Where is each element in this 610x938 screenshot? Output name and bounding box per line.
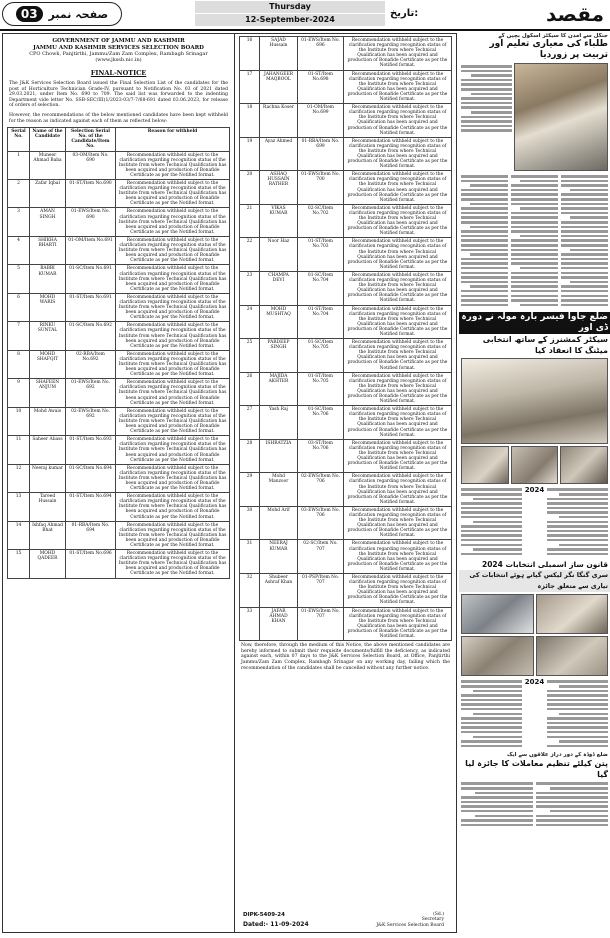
table-row [8,322,230,350]
news-body-1b [459,173,610,308]
item-number-cell: 01-ST/Item No.698 [298,70,344,104]
candidate-name-cell: MAJIDA AKHTER [260,372,298,406]
table-row [240,339,452,373]
serial-cell: 28 [240,439,260,473]
candidate-name-cell: Yash Raj [260,406,298,440]
serial-cell: 6 [8,293,30,321]
table-row [8,151,230,179]
col-reason: Reason for withheld [116,128,230,151]
item-number-cell: 01-ST/Item No.704 [298,305,344,339]
serial-cell: 4 [8,236,30,264]
withheld-table-left [7,127,230,578]
item-number-cell: 01-ST/Item No.696 [66,550,116,578]
candidate-name-cell: AMAN SINGH [30,208,66,236]
serial-cell: 9 [8,379,30,407]
item-number-cell: 01-EWS/Item No. 700 [298,171,344,205]
serial-cell: 24 [240,305,260,339]
table-row [8,265,230,293]
reason-cell: Recommendation withheld subject to the clarification regarding recognition status of the Institute from where Technical Qualification has been acquired and production of Bonafide Certificate as per the Notified format. [344,372,452,406]
candidate-name-cell: SHAFEEN ANJUM [30,379,66,407]
news-photo-small-4 [461,594,534,634]
candidate-name-cell: MOHD QADEER [30,550,66,578]
news-headline-2b: سیکٹر کمشنرز کے ساتھ انتخابی میٹنگ کا انعقاد کیا [482,335,608,356]
reason-cell: Recommendation withheld subject to the clarification regarding recognition status of the Institute from where Technical Qualification has been acquired and production of Bonafide Certificate as per the Notified format. [344,607,452,641]
reason-cell: Recommendation withheld subject to the clarification regarding recognition status of the Institute from where Technical Qualification has been acquired and production of Bonafide Certificate as per the Notified format. [116,265,230,293]
table-row [8,464,230,492]
candidate-name-cell: Noor Haz [260,238,298,272]
news-kicker-4: ضلع ڈوڈہ کے دور دراز علاقوں سے ایک [506,752,608,759]
news-headline-2: ضلع جاوا فیسر بارہ مولہ نے دورہ ڈی اور [459,312,610,334]
serial-cell: 19 [240,137,260,171]
news-headline-3b: سری گنگا نگر لیکس گیانے ہوئے انتخابات کی تیاری سے متعلق جائزہ [459,570,610,592]
year-badge: 2024 [524,486,545,495]
reason-cell: Recommendation withheld subject to the clarification regarding recognition status of the Institute from where Technical Qualification has been acquired and production of Bonafide Certificate as per the Notified format. [344,238,452,272]
table-row [240,171,452,205]
page-number-label: صفحہ نمبر [48,7,109,21]
news-body-2 [459,486,610,557]
serial-cell: 15 [8,550,30,578]
candidate-name-cell: VIKAS KUMAR [260,204,298,238]
serial-cell: 13 [8,493,30,521]
table-row [240,104,452,138]
serial-cell: 14 [8,521,30,549]
serial-cell: 12 [8,464,30,492]
serial-cell: 29 [240,473,260,507]
reason-cell: Recommendation withheld subject to the clarification regarding recognition status of the Institute from where Technical Qualification has been acquired and production of Bonafide Certificate as per the Notified format. [344,439,452,473]
item-number-cell: 01-OM/Item No.691 [66,236,116,264]
candidate-name-cell: Muneer Ahmad Baba [30,151,66,179]
item-number-cell: 01-OM/Item No.699 [298,104,344,138]
news-photo-small-2 [511,446,559,484]
serial-cell: 23 [240,271,260,305]
notice-address: CPO Chowk, Panjtirthi, Jammu/Zam Zam Complex, Rambagh Srinagar [29,51,208,57]
news-kicker-1: جنگل سے آمدن کا سیکٹر اسکول بچیں گے [498,33,608,39]
candidate-name-cell: Saheer Abass [30,436,66,464]
reason-cell: Recommendation withheld subject to the clarification regarding recognition status of the Institute from where Technical Qualification has been acquired and production of Bonafide Certificate as per the Notified format. [116,350,230,378]
signatory [376,912,444,928]
news-photo-small-7 [536,636,609,676]
newspaper-logo: مقصد [545,2,604,26]
reason-cell: Recommendation withheld subject to the clarification regarding recognition status of the Institute from where Technical Qualification has been acquired and production of Bonafide Certificate as per the Notified format. [116,464,230,492]
serial-cell: 33 [240,607,260,641]
reason-cell: Recommendation withheld subject to the clarification regarding recognition status of the Institute from where Technical Qualification has been acquired and production of Bonafide Certificate as per the Notified format. [344,171,452,205]
item-number-cell: 02-EWS/Item No. 692 [66,407,116,435]
notice-right-column [235,34,456,932]
withheld-table-right [239,36,452,641]
item-number-cell: 01-EWS/Item No. 690 [66,208,116,236]
table-row [240,204,452,238]
serial-cell: 5 [8,265,30,293]
reason-cell: Recommendation withheld subject to the clarification regarding recognition status of the Institute from where Technical Qualification has been acquired and production of Bonafide Certificate as per the Notified format. [116,379,230,407]
page-number-badge [2,2,122,26]
candidate-name-cell: Mohd Arif [260,506,298,540]
page-number: 03 [16,6,43,22]
candidate-name-cell: Mohd Awais [30,407,66,435]
reason-cell: Recommendation withheld subject to the clarification regarding recognition status of the Institute from where Technical Qualification has been acquired and production of Bonafide Certificate as per the Notified format. [116,151,230,179]
candidate-name-cell: MOHD SHAFQIT [30,350,66,378]
reason-cell: Recommendation withheld subject to the clarification regarding recognition status of the Institute from where Technical Qualification has been acquired and production of Bonafide Certificate as per the Notified format. [344,305,452,339]
item-number-cell: 03-OM/Item No. 690 [66,151,116,179]
serial-cell: 21 [240,204,260,238]
item-number-cell: 01-SC/Item No.691 [66,265,116,293]
news-photo-small-3 [560,446,608,484]
reason-cell: Recommendation withheld subject to the clarification regarding recognition status of the Institute from where Technical Qualification has been acquired and production of Bonafide Certificate as per the Notified format. [344,137,452,171]
candidate-name-cell: JAFAR AHMAD KHAN [260,607,298,641]
reason-cell: Recommendation withheld subject to the clarification regarding recognition status of the Institute from where Technical Qualification has been acquired and production of Bonafide Certificate as per the Notified format. [344,574,452,608]
item-number-cell: 02-SC/Item No.702 [298,204,344,238]
reason-cell: Recommendation withheld subject to the clarification regarding recognition status of the Institute from where Technical Qualification has been acquired and production of Bonafide Certificate as per the Notified format. [116,180,230,208]
table-row [8,550,230,578]
candidate-name-cell: SAJAD Hussain [260,37,298,71]
reason-cell: Recommendation withheld subject to the clarification regarding recognition status of the Institute from where Technical Qualification has been acquired and production of Bonafide Certificate as per the Notified format. [344,406,452,440]
col-item: Selection Serial No. of the Candidate/Item No. [66,128,116,151]
reason-cell: Recommendation withheld subject to the clarification regarding recognition status of the Institute from where Technical Qualification has been acquired and production of Bonafide Certificate as per the Notified format. [344,204,452,238]
candidate-name-cell: Rachna Koser [260,104,298,138]
item-number-cell: 01-SC/Item No.692 [66,322,116,350]
candidate-name-cell: CHAMPA DEVI [260,271,298,305]
item-number-cell: 01-EWS/Item No. 707 [298,607,344,641]
item-number-cell: 01-RBA/Item No. 694 [66,521,116,549]
reason-cell: Recommendation withheld subject to the clarification regarding recognition status of the Institute from where Technical Qualification has been acquired and production of Bonafide Certificate as per the Notified format. [344,104,452,138]
table-row [8,350,230,378]
dipk-number: DIPK-5409-24 [243,912,285,918]
table-row [8,436,230,464]
government-notice-ad [2,33,457,933]
item-number-cell: 01-ST/Item No.690 [66,180,116,208]
item-number-cell: 02-EWS/Item No. 706 [298,473,344,507]
item-number-cell: 02-SC/Item No. 707 [298,540,344,574]
serial-cell: 22 [240,238,260,272]
candidate-name-cell: MOHD MUSHTAQ [260,305,298,339]
item-number-cell: 03-EWS/Item No. 706 [298,506,344,540]
reason-cell: Recommendation withheld subject to the clarification regarding recognition status of the Institute from where Technical Qualification has been acquired and production of Bonafide Certificate as per the Notified format. [116,322,230,350]
news-body-1 [461,63,512,171]
notice-header-line-2: JAMMU AND KASHMIR SERVICES SELECTION BOARD [33,44,204,51]
signatory-line: (Sd.) [433,911,444,917]
reason-cell: Recommendation withheld subject to the clarification regarding recognition status of the Institute from where Technical Qualification has been acquired and production of Bonafide Certificate as per the Notified format. [344,271,452,305]
serial-cell: 16 [240,37,260,71]
candidate-name-cell: JAHANGEER MAQBOOL [260,70,298,104]
table-row [8,379,230,407]
candidate-name-cell: Ayaz Ahmed [260,137,298,171]
table-row [240,540,452,574]
table-row [240,137,452,171]
serial-cell: 7 [8,322,30,350]
notice-date: Dated:- 11-09-2024 [243,921,309,928]
serial-cell: 10 [8,407,30,435]
reason-cell: Recommendation withheld subject to the clarification regarding recognition status of the Institute from where Technical Qualification has been acquired and production of Bonafide Certificate as per the Notified format. [344,540,452,574]
candidate-name-cell: Zafar Iqbal [30,180,66,208]
serial-cell: 11 [8,436,30,464]
masthead [0,0,610,30]
candidate-name-cell: ASHAQ HUSSAIN RATHER [260,171,298,205]
table-row [240,439,452,473]
reason-cell: Recommendation withheld subject to the clarification regarding recognition status of the Institute from where Technical Qualification has been acquired and production of Bonafide Certificate as per the Notified format. [344,37,452,71]
serial-cell: 2 [8,180,30,208]
item-number-cell: 01-SC/Item No.704 [298,271,344,305]
table-row [240,238,452,272]
masthead-rule [0,29,610,31]
news-photo-small-6 [461,636,534,676]
signatory-line: Secretary [421,917,444,923]
reason-cell: Recommendation withheld subject to the clarification regarding recognition status of the Institute from where Technical Qualification has been acquired and production of Bonafide Certificate as per the Notified format. [116,208,230,236]
news-photo-small-1 [461,446,509,484]
news-body-4 [459,780,610,828]
item-number-cell: 01-SC/Item No.694 [66,464,116,492]
reason-cell: Recommendation withheld subject to the clarification regarding recognition status of the Institute from where Technical Qualification has been acquired and production of Bonafide Certificate as per the Notified format. [344,473,452,507]
table-row [240,506,452,540]
item-number-cell: 01-ST/Item No.703 [298,238,344,272]
table-row [240,406,452,440]
table-row [240,574,452,608]
table-row [240,37,452,71]
notice-footer-note: Now, therefore, through the medium of this Notice, the above mentioned candidates are hereby informed to submit their requisite documents/fulfill the deficiency, as indicated against each, within 07 days to the J&K Services Selection Board, at Office, Panjtirthi Jammu/Zam Zam Complex, Rambagh Srinagar on any working day, failing which the recommendation of the candidates shall be cancelled without any further notice. [241,643,450,671]
item-number-cell: 01-SC/Item No.705 [298,339,344,373]
reason-cell: Recommendation withheld subject to the clarification regarding recognition status of the Institute from where Technical Qualification has been acquired and production of Bonafide Certificate as per the Notified format. [116,521,230,549]
item-number-cell: 01-ST/Item No.691 [66,293,116,321]
item-number-cell: 01-ST/Item No.694 [66,493,116,521]
news-headline-1: طلباء کی معیاری تعلیم اور تربیت پر زوردیا [489,39,608,60]
table-row [240,70,452,104]
candidate-name-cell: NEERAJ KUMAR [260,540,298,574]
candidate-name-cell: SHIKHA BHARTI [30,236,66,264]
table-row [8,180,230,208]
signatory-line: J&K Services Selection Board [376,922,444,928]
notice-header-line-1: GOVERNMENT OF JAMMU AND KASHMIR [52,38,185,44]
item-number-cell: 01-PSP/Item No. 707 [298,574,344,608]
candidate-name-cell: PARDEEP SINGH [260,339,298,373]
reason-cell: Recommendation withheld subject to the clarification regarding recognition status of the Institute from where Technical Qualification has been acquired and production of Bonafide Certificate as per the Notified format. [116,293,230,321]
reason-cell: Recommendation withheld subject to the clarification regarding recognition status of the Institute from where Technical Qualification has been acquired and production of Bonafide Certificate as per the Notified format. [344,70,452,104]
table-row [240,372,452,406]
date-label: 12-September-2024 [195,14,385,26]
table-header-row [8,128,230,151]
item-number-cell: 01-EWS/Item No. 696 [298,37,344,71]
table-row [240,305,452,339]
table-row [8,293,230,321]
year-badge-2: 2024 [524,678,545,687]
news-headline-4: پتن کیلئے تنظیم معاملات کا جائزہ لیا گیا [465,759,608,780]
candidate-name-cell: Shubeer Ashraf Khan [260,574,298,608]
reason-cell: Recommendation withheld subject to the clarification regarding recognition status of the Institute from where Technical Qualification has been acquired and production of Bonafide Certificate as per the Notified format. [116,407,230,435]
serial-cell: 20 [240,171,260,205]
notice-intro-2: However, the recommendations of the below mentioned candidates have been kept withheld for the reason as indicated against each of them as reflected below: [9,112,228,124]
reason-cell: Recommendation withheld subject to the clarification regarding recognition status of the Institute from where Technical Qualification has been acquired and production of Bonafide Certificate as per the Notified format. [116,550,230,578]
notice-website: (www.jkssb.nic.in) [95,57,142,63]
candidate-name-cell: BABBI KUMAR [30,265,66,293]
table-row [8,236,230,264]
notice-title: FINAL-NOTICE [90,69,147,77]
item-number-cell: 01-EWS/Item No. 692 [66,379,116,407]
table-row [240,473,452,507]
candidate-name-cell: Neeraj kumar [30,464,66,492]
serial-cell: 25 [240,339,260,373]
table-row [8,521,230,549]
serial-cell: 8 [8,350,30,378]
serial-cell: 26 [240,372,260,406]
urdu-news-column [459,33,610,938]
candidate-name-cell: Tareed Hussain [30,493,66,521]
news-body-3 [459,678,610,749]
news-photo-meeting [461,358,608,444]
serial-cell: 3 [8,208,30,236]
reason-cell: Recommendation withheld subject to the clarification regarding recognition status of the Institute from where Technical Qualification has been acquired and production of Bonafide Certificate as per the Notified format. [116,236,230,264]
serial-cell: 31 [240,540,260,574]
news-photo-small-5 [536,594,609,634]
reason-cell: Recommendation withheld subject to the clarification regarding recognition status of the Institute from where Technical Qualification has been acquired and production of Bonafide Certificate as per the Notified format. [116,436,230,464]
item-number-cell: 01-RBA/Item No. 699 [298,137,344,171]
table-row [8,208,230,236]
reason-cell: Recommendation withheld subject to the clarification regarding recognition status of the Institute from where Technical Qualification has been acquired and production of Bonafide Certificate as per the Notified format. [344,339,452,373]
candidate-name-cell: MOHD WARIS [30,293,66,321]
item-number-cell: 03-ST/Item No.706 [298,439,344,473]
col-name: Name of the Candidate [30,128,66,151]
notice-left-column [3,34,235,932]
table-row [240,271,452,305]
item-number-cell: 02-RBA/Item No.692 [66,350,116,378]
item-number-cell: 01-ST/Item No.693 [66,436,116,464]
reason-cell: Recommendation withheld subject to the clarification regarding recognition status of the Institute from where Technical Qualification has been acquired and production of Bonafide Certificate as per the Notified format. [344,506,452,540]
serial-cell: 27 [240,406,260,440]
table-row [8,493,230,521]
notice-intro: The J&K Services Selection Board issued the Final Selection List of the candidates for the post of Horticulture Technician Grade-IV, pursuant to Notification No. 03 of 2021 dated 29.03.2021, under Item No. 690 to 709. The said list was forwarded to the indenting Department vide letter No. SSB-SEC/III(1/2023-03/7-7/68-691 dated 03.06.2023, for release of orders of selection. [9,81,228,109]
candidate-name-cell: Ishfaq Ahmad Bhat [30,521,66,549]
item-number-cell: 01-ST/Item No.705 [298,372,344,406]
day-label: Thursday [195,1,385,13]
serial-cell: 17 [240,70,260,104]
serial-cell: 30 [240,506,260,540]
news-headline-3: قانون ساز اسمبلی انتخابات 2024 [482,560,608,570]
table-row [8,407,230,435]
candidate-name-cell: RINKU SUNTAL [30,322,66,350]
news-photo-classroom [514,63,608,171]
table-row [240,607,452,641]
date-urdu-label: تاریخ: [390,8,419,19]
reason-cell: Recommendation withheld subject to the clarification regarding recognition status of the Institute from where Technical Qualification has been acquired and production of Bonafide Certificate as per the Notified format. [116,493,230,521]
col-serial: Serial No. [8,128,30,151]
candidate-name-cell: Mohd Manzoor [260,473,298,507]
serial-cell: 32 [240,574,260,608]
serial-cell: 18 [240,104,260,138]
item-number-cell: 01-SC/Item No.706 [298,406,344,440]
serial-cell: 1 [8,151,30,179]
candidate-name-cell: ISHRATZIA [260,439,298,473]
